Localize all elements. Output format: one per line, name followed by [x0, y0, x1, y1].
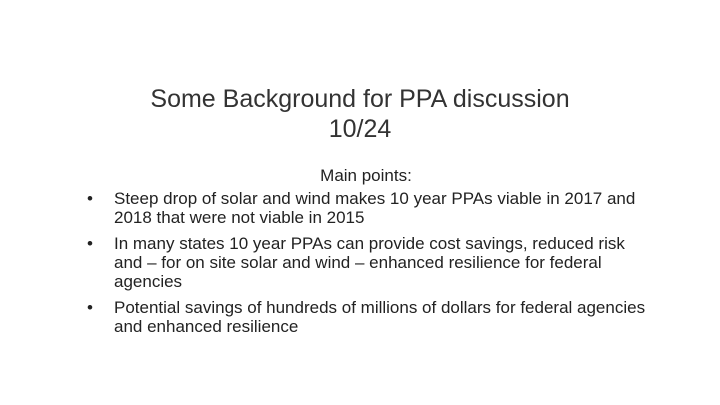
bullet-item — [86, 298, 646, 336]
main-points-label: Main points: — [320, 166, 412, 185]
bullet-icon: • — [87, 234, 93, 253]
slide-body — [86, 166, 646, 343]
bullet-icon: • — [87, 189, 93, 208]
bullet-list — [86, 189, 646, 336]
bullet-text: Steep drop of solar and wind makes 10 year PPAs viable in 2017 and 2018 that were not viable in 2015 — [114, 189, 636, 227]
slide-title — [80, 84, 640, 144]
bullet-text: In many states 10 year PPAs can provide cost savings, reduced risk and – for on site solar and wind – enhanced resilience for federal agencies — [114, 234, 625, 291]
slide-title-line-1: Some Background for PPA discussion — [150, 85, 570, 113]
bullet-text: Potential savings of hundreds of millions of dollars for federal agencies and enhanced resilience — [114, 298, 646, 336]
bullet-icon: • — [87, 298, 93, 317]
slide-title-line-2: 10/24 — [328, 115, 392, 143]
bullet-item — [86, 234, 646, 291]
bullet-item — [86, 189, 646, 227]
